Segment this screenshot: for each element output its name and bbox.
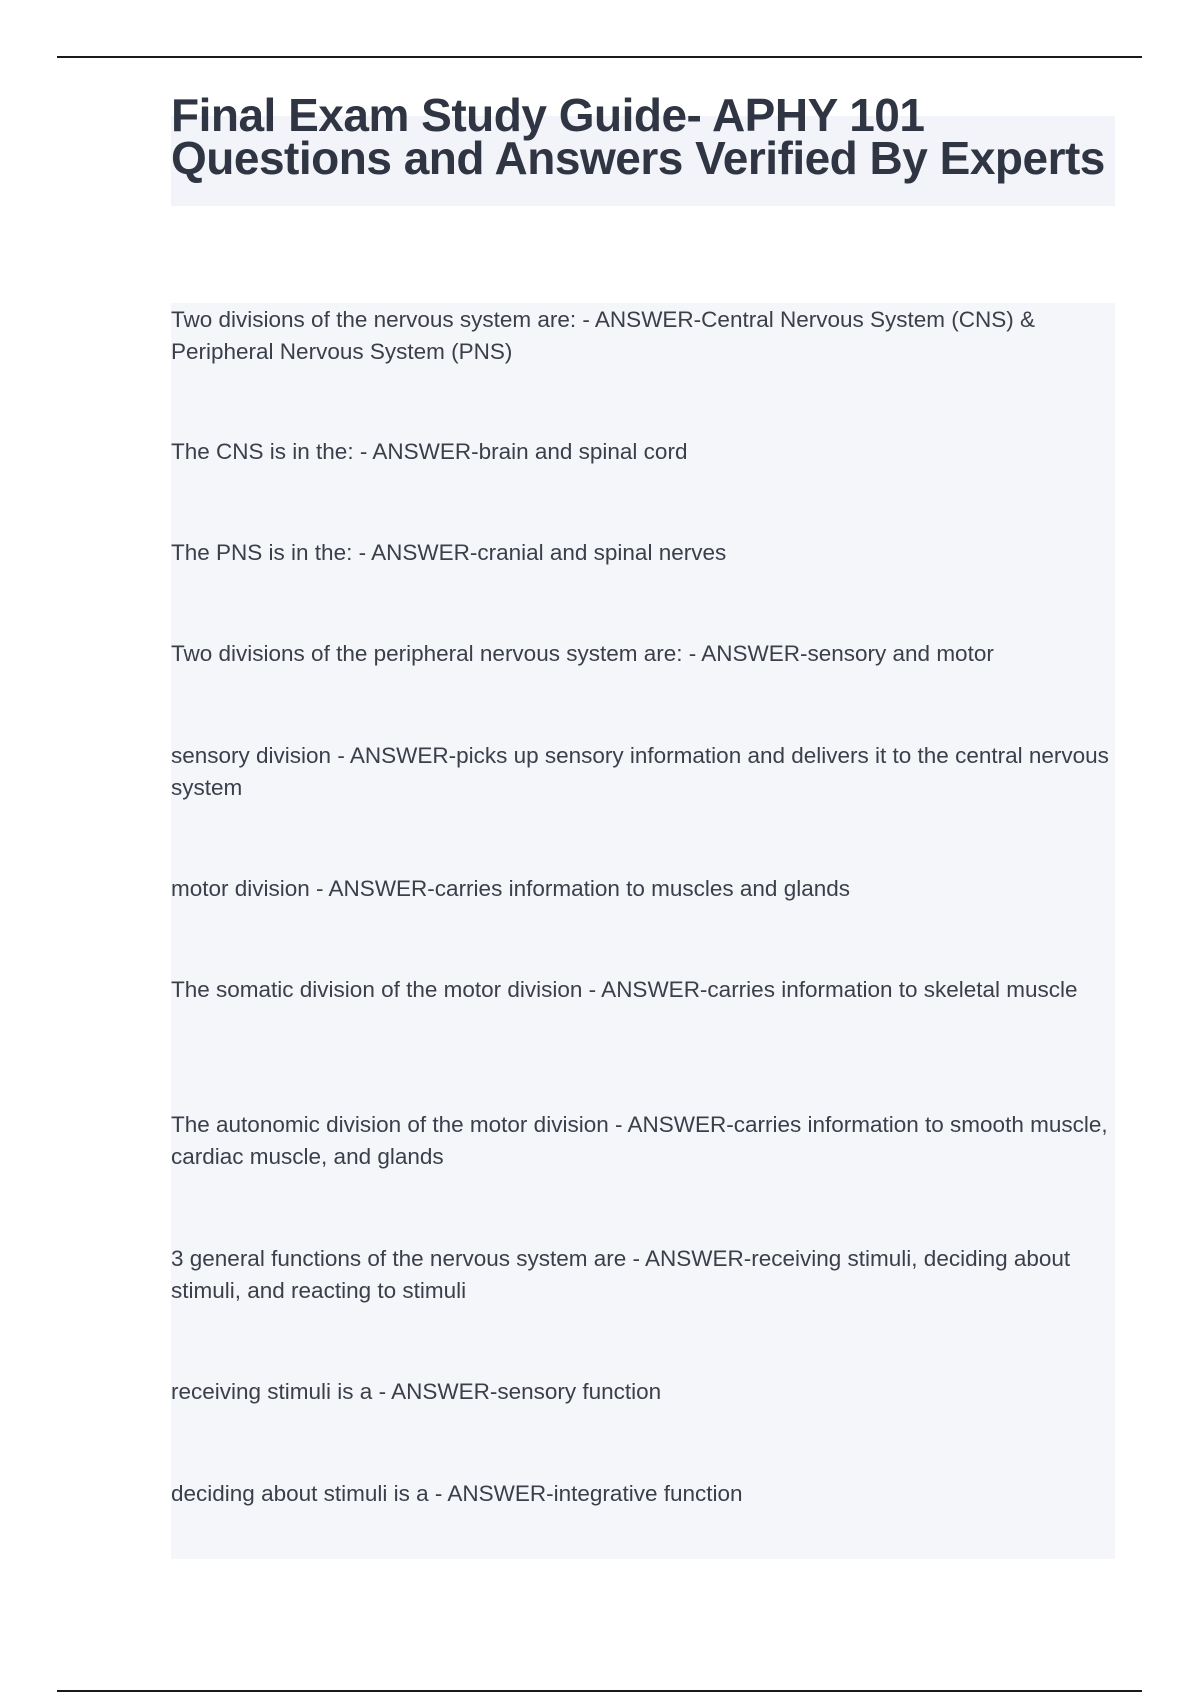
header-rule [57,56,1142,58]
document-title: Final Exam Study Guide- APHY 101 Questions and Answers Verified By Experts [171,89,1105,184]
qa-item-2: The CNS is in the: - ANSWER-brain and spinal cord [171,439,688,464]
qa-item-11: deciding about stimuli is a - ANSWER-integrative function [171,1481,743,1506]
footer-rule [57,1690,1142,1692]
qa-item-7: The somatic division of the motor division - ANSWER-carries information to skeletal muscle [171,977,1078,1002]
qa-item-3: The PNS is in the: - ANSWER-cranial and spinal nerves [171,540,727,565]
qa-item-5: sensory division - ANSWER-picks up sensory information and delivers it to the central nervous system [171,743,1109,800]
qa-highlight [171,303,1115,1559]
qa-item-1: Two divisions of the nervous system are: - ANSWER-Central Nervous System (CNS) & Peripheral Nervous System (PNS) [171,307,1036,364]
qa-item-4: Two divisions of the peripheral nervous system are: - ANSWER-sensory and motor [171,641,994,666]
qa-item-6: motor division - ANSWER-carries information to muscles and glands [171,876,850,901]
qa-item-8: The autonomic division of the motor division - ANSWER-carries information to smooth muscle, cardiac muscle, and glands [171,1112,1108,1169]
qa-item-10: receiving stimuli is a - ANSWER-sensory function [171,1379,662,1404]
qa-item-9: 3 general functions of the nervous system are - ANSWER-receiving stimuli, deciding about stimuli, and reacting to stimuli [171,1246,1071,1303]
